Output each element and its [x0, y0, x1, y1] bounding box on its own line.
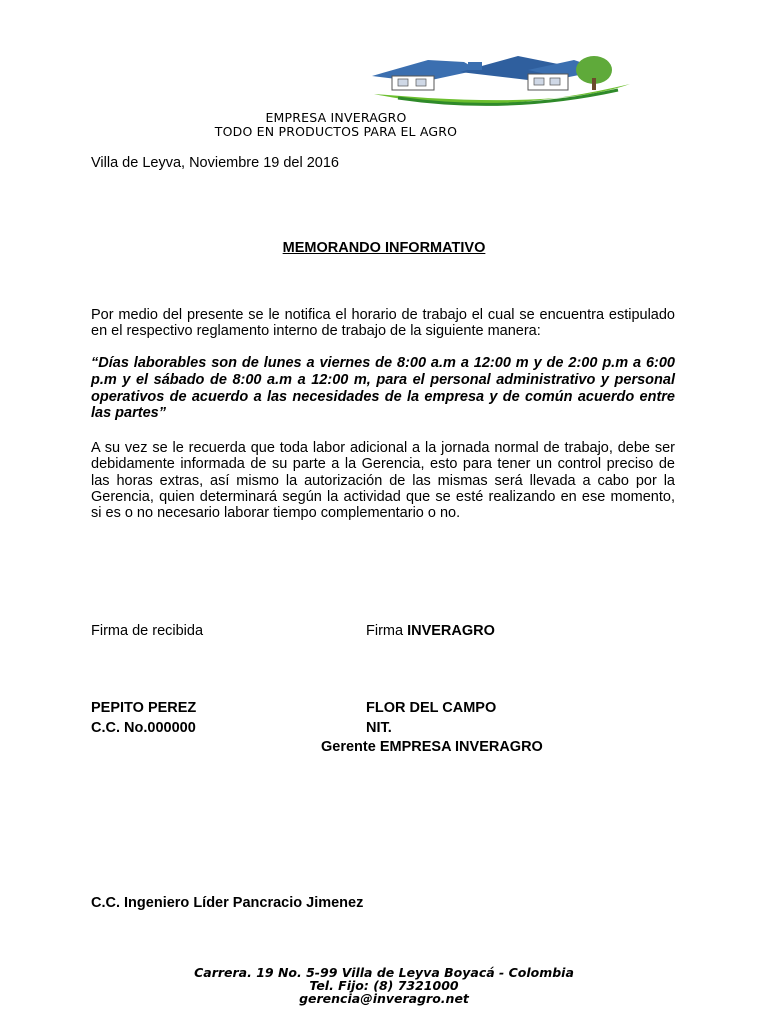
- footer-email: gerencia@inveragro.net: [299, 991, 469, 1006]
- recipient-name: PEPITO PEREZ: [91, 700, 197, 716]
- company-signature-prefix: Firma: [366, 623, 408, 639]
- place-date: Villa de Leyva, Noviembre 19 del 2016: [91, 155, 340, 171]
- memo-title: MEMORANDO INFORMATIVO: [282, 240, 486, 256]
- intro-paragraph: Por medio del presente se le notifica el horario de trabajo el cual se encuentra estipulado en el respectivo reglamento interno de trabajo de la siguiente manera:: [91, 307, 675, 340]
- company-signature-name: INVERAGRO: [407, 623, 495, 639]
- company-name: EMPRESA INVERAGRO: [265, 110, 407, 125]
- signer-nit: NIT.: [366, 720, 392, 736]
- overtime-paragraph: A su vez se le recuerda que toda labor adicional a la jornada normal de trabajo, debe ser debidamente informada de su parte a la Gerencia, esto para tener un control preciso de las horas extras, así mismo la autorización de las mismas será llevada a cabo por la Gerencia, quien determinará según la actividad que se esté realizando en ese momento, si es o no necesario laborar tiempo complementario o no.: [91, 440, 675, 522]
- schedule-quote: “Días laborables son de lunes a viernes de 8:00 a.m a 12:00 m y de 2:00 p.m a 6:00 p.m y el sábado de 8:00 a.m a 12:00 m, para el personal administrativo y personal operativos de acuerdo a las necesidades de la empresa y de común acuerdo entre las partes”: [91, 355, 675, 422]
- company-signature-label: [366, 623, 495, 639]
- company-logo: [368, 48, 640, 114]
- company-tagline: TODO EN PRODUCTOS PARA EL AGRO: [214, 124, 458, 139]
- recipient-id: C.C. No.000000: [91, 720, 196, 736]
- footer-address: Carrera. 19 No. 5-99 Villa de Leyva Boyacá - Colombia: [194, 965, 574, 980]
- received-signature-label: Firma de recibida: [91, 623, 204, 639]
- cc-line: C.C. Ingeniero Líder Pancracio Jimenez: [91, 895, 364, 911]
- signer-name: FLOR DEL CAMPO: [366, 700, 497, 716]
- footer-phone: Tel. Fijo: (8) 7321000: [309, 978, 459, 993]
- signer-role: Gerente EMPRESA INVERAGRO: [321, 739, 543, 755]
